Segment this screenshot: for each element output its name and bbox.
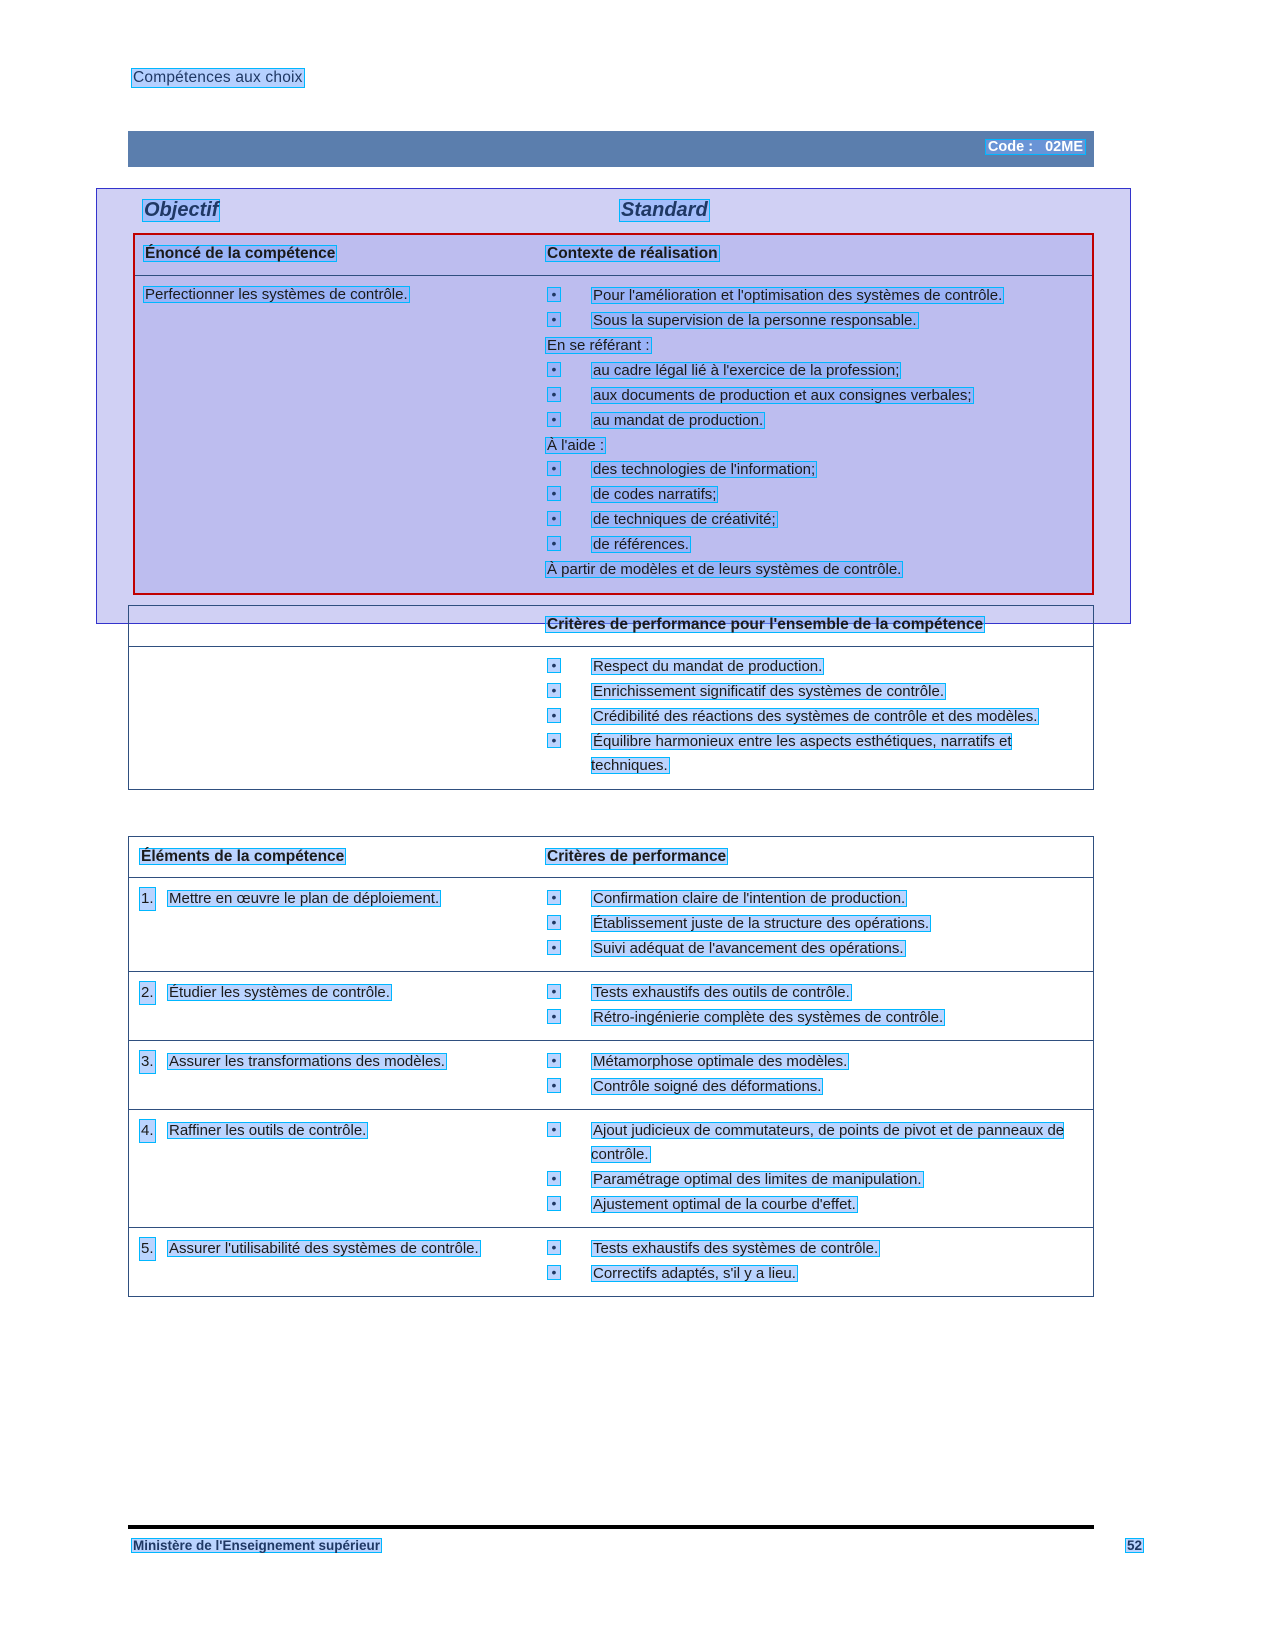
element-number-1: 1.: [139, 887, 156, 910]
criteria-list-4: [545, 1119, 1085, 1217]
context-header: Contexte de réalisation: [547, 245, 718, 262]
context-intro-1: En se référant :: [547, 337, 650, 355]
list-item: [545, 1168, 1085, 1192]
list-item: [545, 1262, 1085, 1286]
context-ref-1: au cadre légal lié à l'exercice de la profession;: [593, 361, 900, 379]
element-cell-1: [129, 878, 539, 971]
footer-ministry: Ministère de l'Enseignement supérieur: [133, 1538, 381, 1553]
element-number-2: 2.: [139, 981, 156, 1004]
bullet-icon: •: [547, 511, 561, 526]
criteria-cell-4: [539, 1110, 1093, 1227]
context-closing-line: [545, 558, 1082, 582]
criteria-cell-2: [539, 972, 1093, 1040]
global-criteria-header-row: [129, 606, 1093, 647]
criterion-5-1: Tests exhaustifs des systèmes de contrôle.: [593, 1240, 879, 1258]
list-item: [545, 981, 1085, 1005]
criterion-4-1: Ajout judicieux de commutateurs, de points de pivot et de panneaux de contrôle.: [591, 1122, 1065, 1164]
competency-table-header-row: [135, 235, 1092, 276]
element-number-3: 3.: [139, 1050, 156, 1073]
context-bullet-2: Sous la supervision de la personne responsable.: [593, 312, 917, 330]
element-text-2: Étudier les systèmes de contrôle.: [169, 984, 390, 1002]
bullet-icon: •: [547, 708, 561, 723]
context-intro-1-line: [545, 334, 1082, 358]
criteria-list-2: [545, 981, 1085, 1030]
elements-header-cell: [129, 837, 539, 877]
criteria-list-1: [545, 887, 1085, 961]
global-criteria-table: [128, 605, 1094, 790]
table-row: [129, 878, 1093, 972]
global-criterion-1: Respect du mandat de production.: [593, 658, 823, 676]
global-criterion-4: Équilibre harmonieux entre les aspects esthétiques, narratifs et techniques.: [591, 733, 1012, 775]
context-aide-3: de techniques de créativité;: [593, 511, 776, 529]
bullet-icon: •: [547, 1196, 561, 1211]
list-item: [545, 912, 1085, 936]
element-cell-5: [129, 1228, 539, 1296]
context-ref-3: au mandat de production.: [593, 411, 764, 429]
competency-table-body-row: [135, 276, 1092, 593]
bullet-icon: •: [547, 1265, 561, 1280]
element-5: [139, 1237, 531, 1261]
element-text-4: Raffiner les outils de contrôle.: [169, 1122, 367, 1140]
context-aide-1: des technologies de l'information;: [593, 461, 816, 479]
bullet-icon: •: [547, 312, 561, 327]
criterion-5-2: Correctifs adaptés, s'il y a lieu.: [593, 1265, 796, 1283]
list-item: [545, 705, 1083, 729]
criterion-2-2: Rétro-ingénierie complète des systèmes de contrôle.: [593, 1009, 944, 1027]
context-closing: À partir de modèles et de leurs systèmes de contrôle.: [547, 561, 902, 579]
element-number-4: 4.: [139, 1119, 156, 1142]
criterion-4-3: Ajustement optimal de la courbe d'effet.: [593, 1196, 856, 1214]
bullet-icon: •: [547, 387, 561, 402]
footer-page-number: 52: [1126, 1538, 1142, 1553]
bullet-icon: •: [547, 287, 561, 302]
element-cell-3: [129, 1041, 539, 1109]
element-number-5: 5.: [139, 1237, 156, 1260]
bullet-icon: •: [547, 1009, 561, 1024]
global-criteria-heading: Critères de performance pour l'ensemble de la compétence: [547, 616, 984, 633]
section-label: Compétences aux choix: [133, 69, 303, 86]
bullet-icon: •: [547, 536, 561, 551]
list-item: [545, 655, 1083, 679]
element-1: [139, 887, 531, 911]
global-criteria-heading-cell: [539, 606, 1093, 646]
bullet-icon: •: [547, 1078, 561, 1093]
global-criteria-list: [545, 655, 1083, 778]
criterion-1-1: Confirmation claire de l'intention de production.: [593, 890, 906, 908]
criteria-list-5: [545, 1237, 1085, 1286]
criterion-1-3: Suivi adéquat de l'avancement des opérations.: [593, 940, 904, 958]
bullet-icon: •: [547, 1171, 561, 1186]
criteria-header: Critères de performance: [547, 848, 727, 865]
criterion-2-1: Tests exhaustifs des outils de contrôle.: [593, 984, 850, 1002]
code-label: Code : 02ME: [985, 139, 1086, 155]
bullet-icon: •: [547, 1053, 561, 1068]
global-criteria-body-row: [129, 647, 1093, 789]
list-item: [545, 887, 1085, 911]
list-item: [545, 1119, 1085, 1167]
competency-statement-header: Énoncé de la compétence: [145, 245, 336, 262]
elements-header: Éléments de la compétence: [141, 848, 345, 865]
list-item: [545, 309, 1082, 333]
bullet-icon: •: [547, 1240, 561, 1255]
element-text-3: Assurer les transformations des modèles.: [169, 1053, 445, 1071]
elements-criteria-table: [128, 836, 1094, 1297]
context-aide-2: de codes narratifs;: [593, 486, 717, 504]
table-row: [129, 1041, 1093, 1110]
bullet-icon: •: [547, 940, 561, 955]
bullet-icon: •: [547, 412, 561, 427]
bullet-icon: •: [547, 486, 561, 501]
list-item: [545, 359, 1082, 383]
footer-divider: [128, 1525, 1094, 1529]
criterion-3-1: Métamorphose optimale des modèles.: [593, 1053, 848, 1071]
bullet-icon: •: [547, 461, 561, 476]
element-4: [139, 1119, 531, 1143]
list-item: [545, 508, 1082, 532]
list-item: [545, 384, 1082, 408]
bullet-icon: •: [547, 733, 561, 748]
table-row: [129, 1110, 1093, 1228]
element-2: [139, 981, 531, 1005]
global-criterion-2: Enrichissement significatif des systèmes de contrôle.: [593, 683, 944, 701]
criteria-cell-3: [539, 1041, 1093, 1109]
global-criteria-list-cell: [539, 647, 1093, 789]
criteria-list-3: [545, 1050, 1085, 1099]
competency-statement-header-cell: [135, 235, 539, 275]
bullet-icon: •: [547, 915, 561, 930]
list-item: [545, 1050, 1085, 1074]
criterion-1-2: Établissement juste de la structure des opérations.: [593, 915, 930, 933]
list-item: [545, 680, 1083, 704]
context-bullets-2: [545, 458, 1082, 557]
list-item: [545, 1006, 1085, 1030]
list-item: [545, 730, 1083, 778]
standard-title: Standard: [621, 199, 708, 221]
criterion-3-2: Contrôle soigné des déformations.: [593, 1078, 822, 1096]
bullet-icon: •: [547, 362, 561, 377]
context-bullet-1: Pour l'amélioration et l'optimisation des systèmes de contrôle.: [593, 287, 1003, 305]
context-cell: [539, 276, 1092, 593]
context-ref-2: aux documents de production et aux consignes verbales;: [593, 386, 972, 404]
table-row: [129, 1228, 1093, 1296]
context-aide-4: de références.: [593, 536, 689, 554]
context-intro-2: À l'aide :: [547, 436, 605, 454]
list-item: [545, 533, 1082, 557]
code-bar: [128, 131, 1094, 167]
context-bullets-1: [545, 359, 1082, 433]
list-item: [545, 1237, 1085, 1261]
list-item: [545, 458, 1082, 482]
element-cell-2: [129, 972, 539, 1040]
competency-statement-cell: [135, 276, 539, 593]
context-bullets-top: [545, 284, 1082, 333]
list-item: [545, 1193, 1085, 1217]
context-intro-2-line: [545, 434, 1082, 458]
element-3: [139, 1050, 531, 1074]
bullet-icon: •: [547, 658, 561, 673]
competency-statement: Perfectionner les systèmes de contrôle.: [145, 286, 408, 304]
bullet-icon: •: [547, 984, 561, 999]
element-cell-4: [129, 1110, 539, 1227]
competency-table: [133, 233, 1094, 595]
criterion-4-2: Paramétrage optimal des limites de manipulation.: [593, 1171, 922, 1189]
element-text-1: Mettre en œuvre le plan de déploiement.: [169, 890, 440, 908]
global-criterion-3: Crédibilité des réactions des systèmes de contrôle et des modèles.: [593, 708, 1038, 726]
list-item: [545, 483, 1082, 507]
context-header-cell: [539, 235, 1092, 275]
global-criteria-empty-cell-2: [129, 647, 539, 789]
criteria-header-cell: [539, 837, 1093, 877]
bullet-icon: •: [547, 683, 561, 698]
list-item: [545, 1075, 1085, 1099]
list-item: [545, 409, 1082, 433]
criteria-cell-1: [539, 878, 1093, 971]
bullet-icon: •: [547, 890, 561, 905]
bullet-icon: •: [547, 1122, 561, 1137]
table-row: [129, 972, 1093, 1041]
list-item: [545, 937, 1085, 961]
element-text-5: Assurer l'utilisabilité des systèmes de contrôle.: [169, 1240, 479, 1258]
elements-table-header-row: [129, 837, 1093, 878]
objectif-title: Objectif: [144, 199, 219, 221]
criteria-cell-5: [539, 1228, 1093, 1296]
list-item: [545, 284, 1082, 308]
global-criteria-empty-cell: [129, 606, 539, 646]
